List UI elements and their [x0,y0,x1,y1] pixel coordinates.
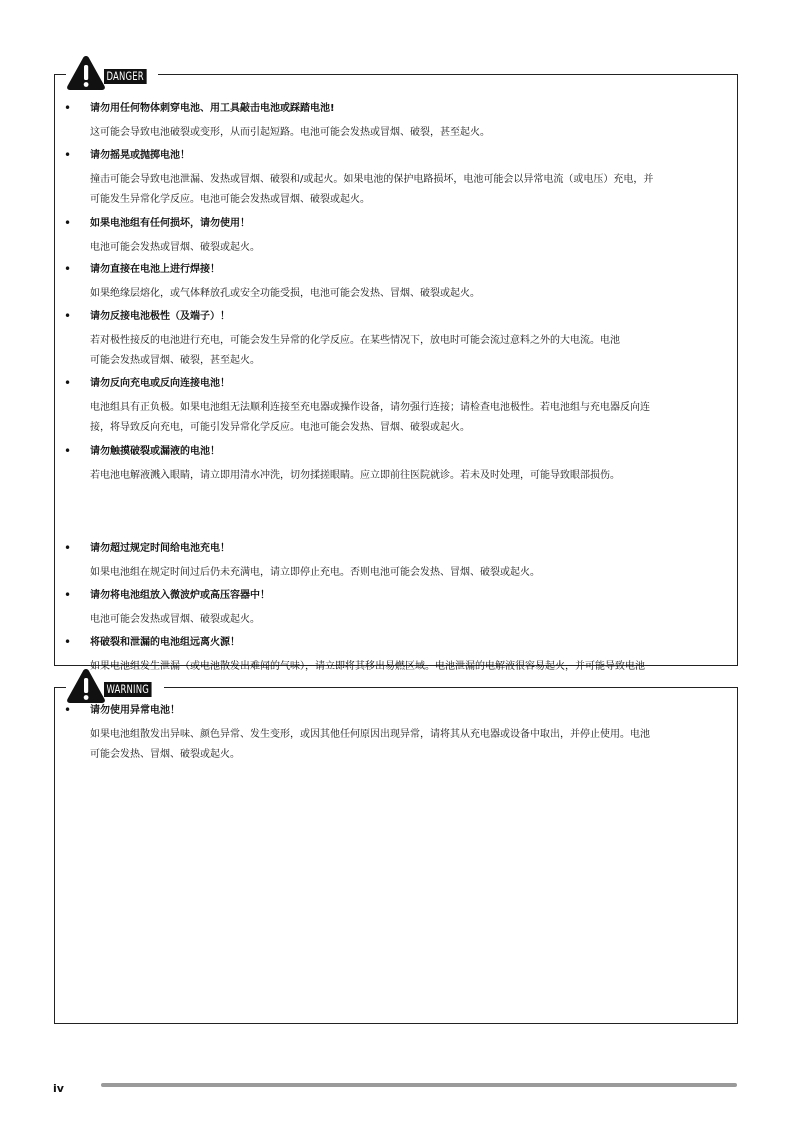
item-title: 请勿摇晃或抛掷电池！ [90,150,190,161]
bullet: • [64,588,72,602]
bullet: • [64,216,72,230]
item-body: 这可能会导致电池破裂或变形，从而引起短路。电池可能会发热或冒烟、破裂，甚至起火。 [90,127,490,138]
page-number: iv [53,1082,64,1095]
item-title: 请勿反向充电或反向连接电池！ [90,378,230,389]
item-body: 如果电池组散发出异味、颜色异常、发生变形，或因其他任何原因出现异常，请将其从充电器或设备中取出，并停止使用。电池 可能会发热、冒烟、破裂或起火。 [90,729,650,760]
bullet: • [64,262,72,276]
item-title: 将破裂和泄漏的电池组远离火源！ [90,637,240,648]
item-title: 请勿用任何物体刺穿电池、用工具敲击电池或踩踏电池! [90,103,335,114]
item-title: 如果电池组有任何损坏，请勿使用！ [90,218,250,229]
item-title: 请勿触摸破裂或漏液的电池！ [90,446,220,457]
item-body: 撞击可能会导致电池泄漏、发热或冒烟、破裂和/或起火。如果电池的保护电路损坏，电池可能会以异常电流（或电压）充电，并 可能发生异常化学反应。电池可能会发热或冒烟、破裂或起火。 [90,174,654,205]
item-body: 如果电池组在规定时间过后仍未充满电，请立即停止充电。否则电池可能会发热、冒烟、破裂或起火。 [90,567,540,578]
bullet: • [64,635,72,649]
item-body: 电池组具有正负极。如果电池组无法顺利连接至充电器或操作设备，请勿强行连接；请检查电池极性。若电池组与充电器反向连 接，将导致反向充电，可能引发异常化学反应。电池可能会发热、冒烟、破裂或起火。 [90,402,650,433]
item-title: 请勿使用异常电池！ [90,705,180,716]
bullet: • [64,148,72,162]
danger-header [66,55,158,91]
bullet: • [64,541,72,555]
item-body: 电池可能会发热或冒烟、破裂或起火。 [90,242,260,253]
item-title: 请勿直接在电池上进行焊接！ [90,264,220,275]
item-title: 请勿超过规定时间给电池充电！ [90,543,230,554]
danger-label: DANGER [104,69,146,84]
warning-label: WARNING [104,682,151,697]
item-body: 电池可能会发热或冒烟、破裂或起火。 [90,614,260,625]
item-body: 若对极性接反的电池进行充电，可能会发生异常的化学反应。在某些情况下，放电时可能会流过意料之外的大电流。电池 可能会发热或冒烟、破裂，甚至起火。 [90,335,620,366]
item-body: 若电池电解液溅入眼睛，请立即用清水冲洗，切勿揉搓眼睛。应立即前往医院就诊。若未及时处理，可能导致眼部损伤。 [90,470,620,481]
item-title: 请勿将电池组放入微波炉或高压容器中！ [90,590,270,601]
item-title: 请勿反接电池极性（及端子）！ [90,311,230,322]
item-body: 如果绝缘层熔化，或气体释放孔或安全功能受损，电池可能会发热、冒烟、破裂或起火。 [90,288,480,299]
bullet: • [64,444,72,458]
warning-triangle-icon [66,55,106,91]
bullet: • [64,376,72,390]
footer-rule [101,1083,737,1087]
item-body: 如果电池组发生泄漏（或电池散发出难闻的气味），请立即将其移出易燃区域。电池泄漏的电解液很容易起火，并可能导致电池 [90,661,645,672]
bullet: • [64,101,72,115]
bullet: • [64,309,72,323]
bullet: • [64,703,72,717]
